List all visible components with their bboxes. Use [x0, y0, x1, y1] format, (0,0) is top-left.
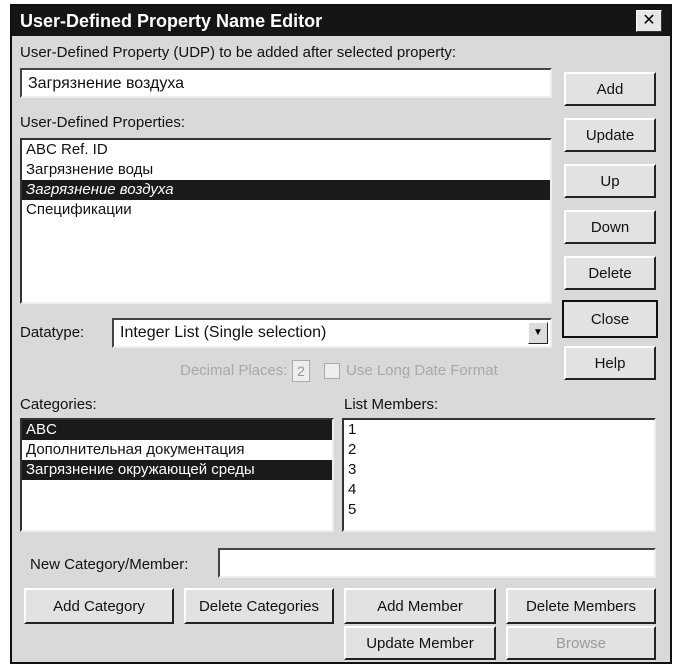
property-list-item[interactable]: Спецификации [26, 201, 132, 218]
close-icon[interactable]: ✕ [636, 10, 662, 32]
udp-input[interactable] [20, 68, 552, 98]
close-button[interactable]: Close [562, 300, 658, 338]
udp-editor-dialog [10, 4, 672, 664]
down-button[interactable]: Down [564, 210, 656, 244]
up-button[interactable]: Up [564, 164, 656, 198]
member-list-item[interactable]: 1 [348, 421, 357, 438]
udp-label: User-Defined Property (UDP) to be added after selected property: [20, 44, 457, 61]
list-members-list[interactable] [342, 418, 656, 532]
udp-input-value: Загрязнение воздуха [28, 75, 185, 92]
datatype-value: Integer List (Single selection) [120, 324, 327, 341]
long-date-label: Use Long Date Format [346, 362, 498, 379]
list-members-label: List Members: [344, 396, 439, 413]
add-member-button[interactable]: Add Member [344, 588, 496, 624]
properties-list[interactable] [20, 138, 552, 304]
category-list-item[interactable]: Загрязнение окружающей среды [22, 460, 332, 480]
chevron-down-icon[interactable]: ▼ [528, 322, 548, 344]
category-list-item[interactable]: Дополнительная документация [26, 441, 245, 458]
property-list-item[interactable]: Загрязнение воздуха [22, 180, 550, 200]
category-list-item[interactable]: ABC [22, 420, 332, 440]
update-button[interactable]: Update [564, 118, 656, 152]
long-date-checkbox[interactable] [324, 363, 340, 379]
delete-members-button[interactable]: Delete Members [506, 588, 656, 624]
decimal-places-label: Decimal Places: [180, 362, 288, 379]
dialog-title: User-Defined Property Name Editor [20, 11, 323, 31]
help-button[interactable]: Help [564, 346, 656, 380]
member-list-item[interactable]: 2 [348, 441, 357, 458]
properties-label: User-Defined Properties: [20, 114, 186, 131]
delete-categories-button[interactable]: Delete Categories [184, 588, 334, 624]
categories-list[interactable] [20, 418, 334, 532]
datatype-select[interactable] [112, 318, 552, 348]
delete-button[interactable]: Delete [564, 256, 656, 290]
property-list-item[interactable]: ABC Ref. ID [26, 141, 108, 158]
add-category-button[interactable]: Add Category [24, 588, 174, 624]
update-member-button[interactable]: Update Member [344, 626, 496, 660]
browse-button[interactable]: Browse [506, 626, 656, 660]
categories-label: Categories: [20, 396, 97, 413]
title-bar [12, 6, 670, 36]
add-button[interactable]: Add [564, 72, 656, 106]
member-list-item[interactable]: 4 [348, 481, 357, 498]
new-member-input[interactable] [218, 548, 656, 578]
property-list-item[interactable]: Загрязнение воды [26, 161, 154, 178]
member-list-item[interactable]: 5 [348, 501, 357, 518]
new-member-label: New Category/Member: [30, 556, 189, 573]
decimal-places-input[interactable]: 2 [292, 360, 310, 382]
member-list-item[interactable]: 3 [348, 461, 357, 478]
datatype-label: Datatype: [20, 324, 85, 341]
